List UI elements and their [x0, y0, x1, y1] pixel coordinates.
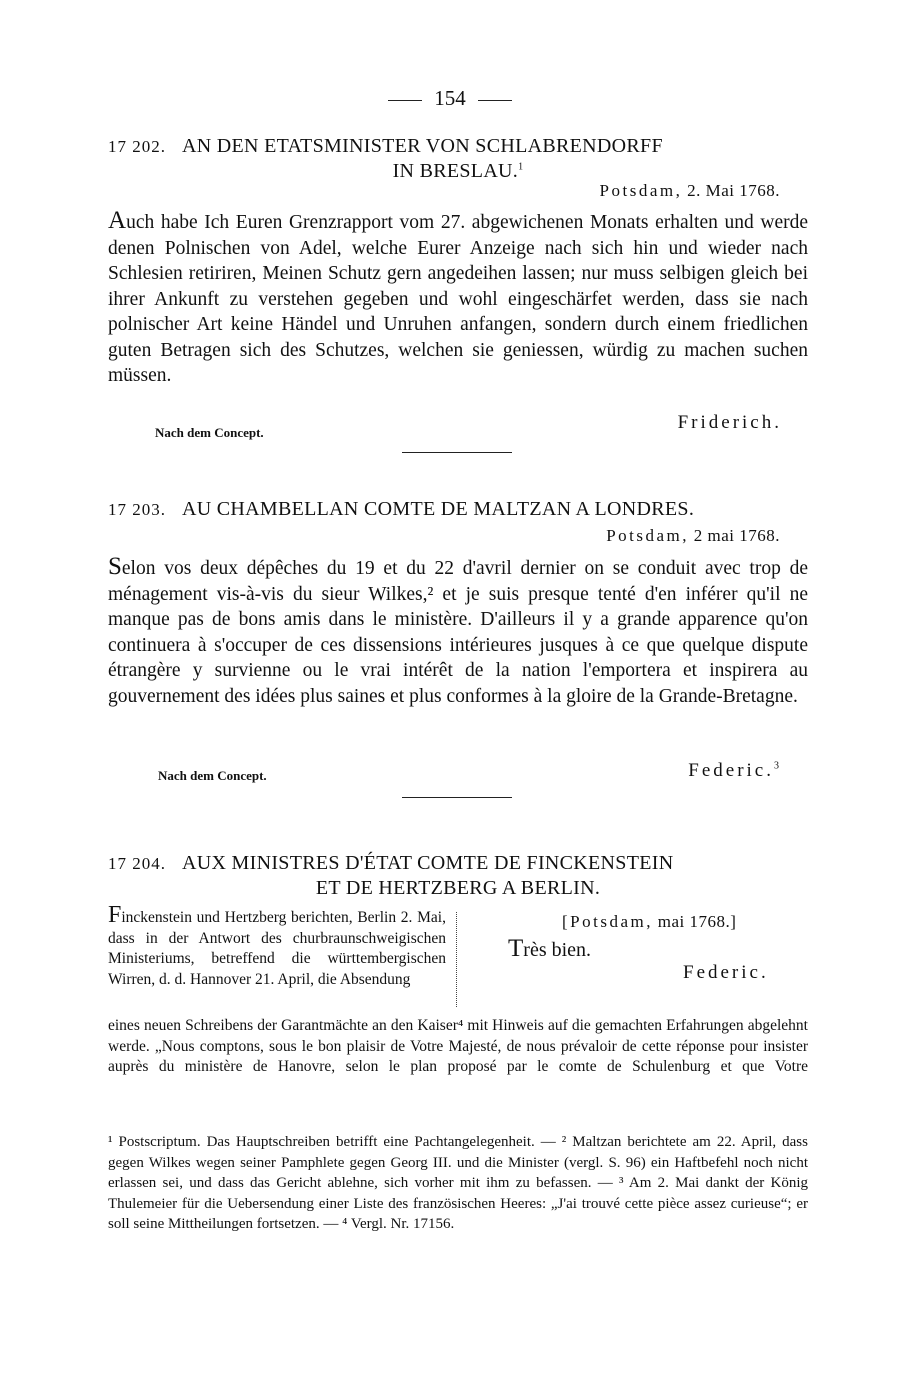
letter-date	[606, 526, 780, 546]
heading-line-2: IN BRESLAU.$^1$	[392, 160, 524, 182]
section-rule	[402, 452, 512, 453]
summary-text: inckenstein und Hertzberg berichten, Berlin 2. Mai, dass in der Antwort des churbraunschweigischen Ministeriums, betreffend die württembergischen Wirren, d. d. Hannover 21. April, die Absendung	[108, 909, 446, 988]
letter-heading	[108, 851, 808, 901]
date-place: Potsdam,	[606, 526, 689, 545]
date-day: 2 mai 1768.	[693, 526, 780, 545]
summary-continuation: eines neuen Schreibens der Garantmächte an den Kaiser⁴ mit Hinweis auf die gemachten Erfahrungen abgelehnt werde. „Nous comptons, sous le bon plaisir de Votre Majesté, de nous prévaloir de cette réponse pour insister auprès du ministère de Hanovre, selon le plan proposé par le comte de Schulenburg et que Votre	[108, 1017, 808, 1075]
initial-letter: T	[508, 935, 524, 962]
footnote-ref: 3	[774, 760, 782, 772]
page-number-text: 154	[434, 86, 466, 110]
signature: Federic.$^3$	[688, 760, 782, 781]
source-note: Nach dem Concept.	[155, 425, 264, 440]
signature: Federic.	[683, 962, 769, 983]
letter-number: 17 202.	[108, 137, 166, 156]
verdict-text: rès bien.	[523, 939, 592, 961]
date-day: mai 1768.]	[657, 912, 737, 931]
signature: Friderich.	[677, 412, 782, 433]
source-note: Nach dem Concept.	[158, 768, 267, 783]
royal-verdict	[508, 935, 591, 963]
page-number-dash-right	[478, 100, 512, 101]
footnote-ref: 1	[518, 161, 524, 173]
letter-text: elon vos deux dépêches du 19 et du 22 d'avril dernier on se conduit avec trop de ménagement vis-à-vis du sieur Wilkes,² et je suis presque tenté d'en inférer qu'il ne manque pas de bons amis dans le ministère. D'ailleurs il y a grande apparence qu'on continuera à s'occuper de ces dissensions intérieures jusques à ce que quelque dispute étrangère y survienne ou le vrai intérêt de la nation l'emportera et inspirera au gouvernement des idées plus saines et plus conformes à la gloire de la Grande-Bretagne.	[108, 558, 808, 707]
letter-body	[108, 554, 808, 709]
column-separator	[456, 912, 457, 1007]
initial-letter: A	[108, 207, 127, 234]
date-day: 2. Mai 1768.	[687, 181, 780, 200]
initial-letter: S	[108, 553, 122, 580]
page-number	[0, 86, 900, 111]
heading-line: AUX MINISTRES D'ÉTAT COMTE DE FINCKENSTEIN	[182, 852, 674, 874]
date-place: [Potsdam,	[562, 912, 653, 931]
letter-date	[600, 181, 780, 201]
summary-column	[108, 902, 446, 990]
date-place: Potsdam,	[599, 181, 683, 200]
heading-line: AN DEN ETATSMINISTER VON SCHLABRENDORFF	[182, 135, 663, 157]
letter-heading	[108, 134, 808, 184]
initial-letter: F	[108, 902, 122, 928]
letter-text: uch habe Ich Euren Grenzrapport vom 27. abgewichenen Monats erhalten und werde denen Polnischen von Adel, welche Eurer Anzeige nach sich hin und wieder nach Schlesien retiriren, Meinen Schutz gern angedeihen lassen; nur muss selbigen gleich bei ihrer Ankunft zu verstehen gegeben und wohl eingeschärfet werden, dass sie nach polnischer Art keine Händel und Unruhen anfangen, sondern durch einem friedlichen guten Betragen sich des Schutzes, welchen sie geniessen, würdig zu machen suchen müssen.	[108, 212, 808, 386]
letter-number: 17 203.	[108, 500, 166, 519]
footnotes: ¹ Postscriptum. Das Hauptschreiben betrifft eine Pachtangelegenheit. — ² Maltzan berichtete am 22. April, dass gegen Wilkes wegen seiner Pamphlete gegen Georg III. und die Minister (vergl. S. 96) ein Haftbefehl noch nicht erlassen sei, und dass das Gericht ablehne, sich vorher mit ihm zu befassen. — ³ Am 2. Mai dankt der König Thulemeier für die Uebersendung einer Liste des französischen Heeres: „J'ai trouvé cette pièce assez curieuse“; er soll seine Mittheilungen fortsetzen. — ⁴ Vergl. Nr. 17156.	[108, 1134, 808, 1232]
letter-body	[108, 208, 808, 389]
letter-date	[562, 912, 736, 932]
letter-heading	[108, 497, 808, 522]
section-rule	[402, 797, 512, 798]
heading-line-2: ET DE HERTZBERG A BERLIN.	[315, 877, 601, 899]
heading-line: AU CHAMBELLAN COMTE DE MALTZAN A LONDRES.	[182, 498, 695, 520]
letter-number: 17 204.	[108, 854, 166, 873]
page-number-dash-left	[388, 100, 422, 101]
